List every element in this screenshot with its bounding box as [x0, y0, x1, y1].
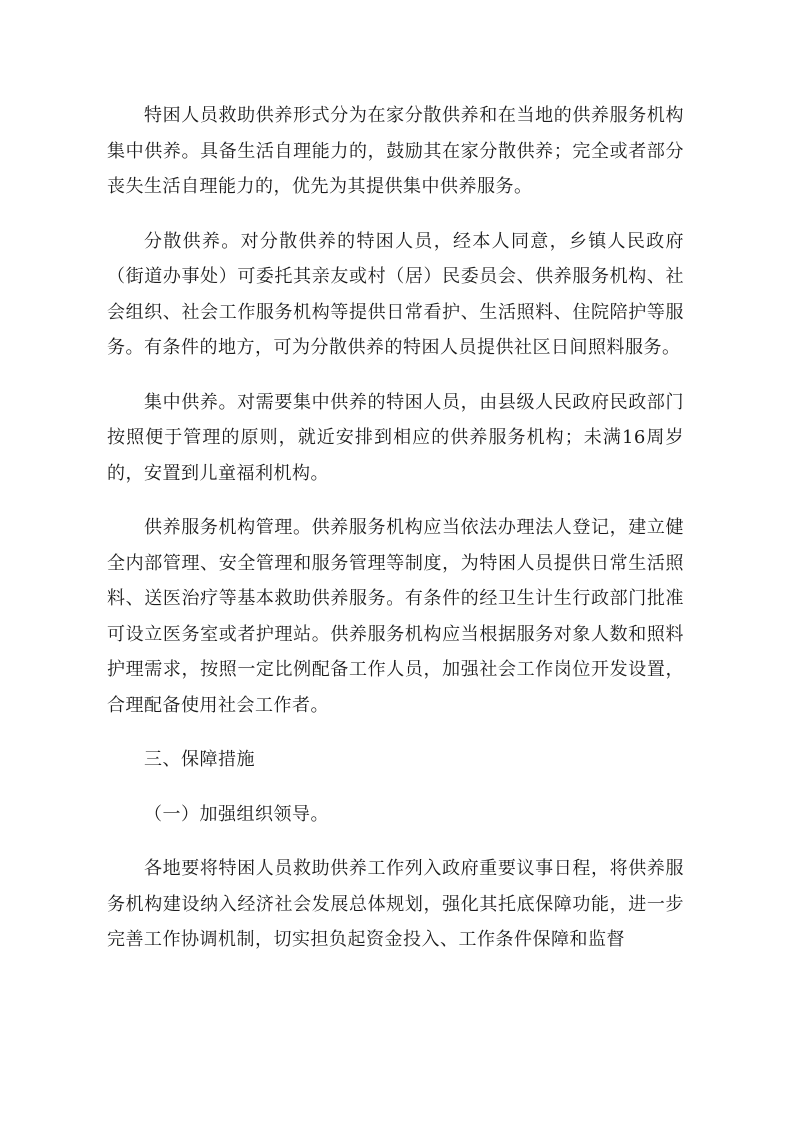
- paragraph-dispersed-support: 分散供养。对分散供养的特困人员，经本人同意，乡镇人民政府（街道办事处）可委托其亲友或村（居）民委员会、供养服务机构、社会组织、社会工作服务机构等提供日常看护、生活照料、住院陪护等服务。有条件的地方，可为分散供养的特困人员提供社区日间照料服务。: [107, 230, 684, 358]
- paragraph-support-forms: 特困人员救助供养形式分为在家分散供养和在当地的供养服务机构集中供养。具备生活自理能力的，鼓励其在家分散供养；完全或者部分丧失生活自理能力的，优先为其提供集中供养服务。: [107, 105, 684, 197]
- document-body: [107, 98, 684, 977]
- paragraph-organizational-leadership: 各地要将特困人员救助供养工作列入政府重要议事日程，将供养服务机构建设纳入经济社会发展总体规划，强化其托底保障功能，进一步完善工作协调机制，切实担负起资金投入、工作条件保障和监督: [107, 858, 684, 950]
- paragraph-centralized-support: 集中供养。对需要集中供养的特困人员，由县级人民政府民政部门按照便于管理的原则，就近安排到相应的供养服务机构；未满16周岁的，安置到儿童福利机构。: [107, 391, 684, 484]
- paragraph-institution-management: 供养服务机构管理。供养服务机构应当依法办理法人登记，建立健全内部管理、安全管理和服务管理等制度，为特困人员提供日常生活照料、送医治疗等基本救助供养服务。有条件的经卫生计生行政部门批准可设立医务室或者护理站。供养服务机构应当根据服务对象人数和照料护理需求，按照一定比例配备工作人员，加强社会工作岗位开发设置，合理配备使用社会工作者。: [107, 517, 684, 716]
- section-heading: 三、保障措施: [144, 749, 255, 770]
- subsection-heading: （一）加强组织领导。: [144, 803, 329, 825]
